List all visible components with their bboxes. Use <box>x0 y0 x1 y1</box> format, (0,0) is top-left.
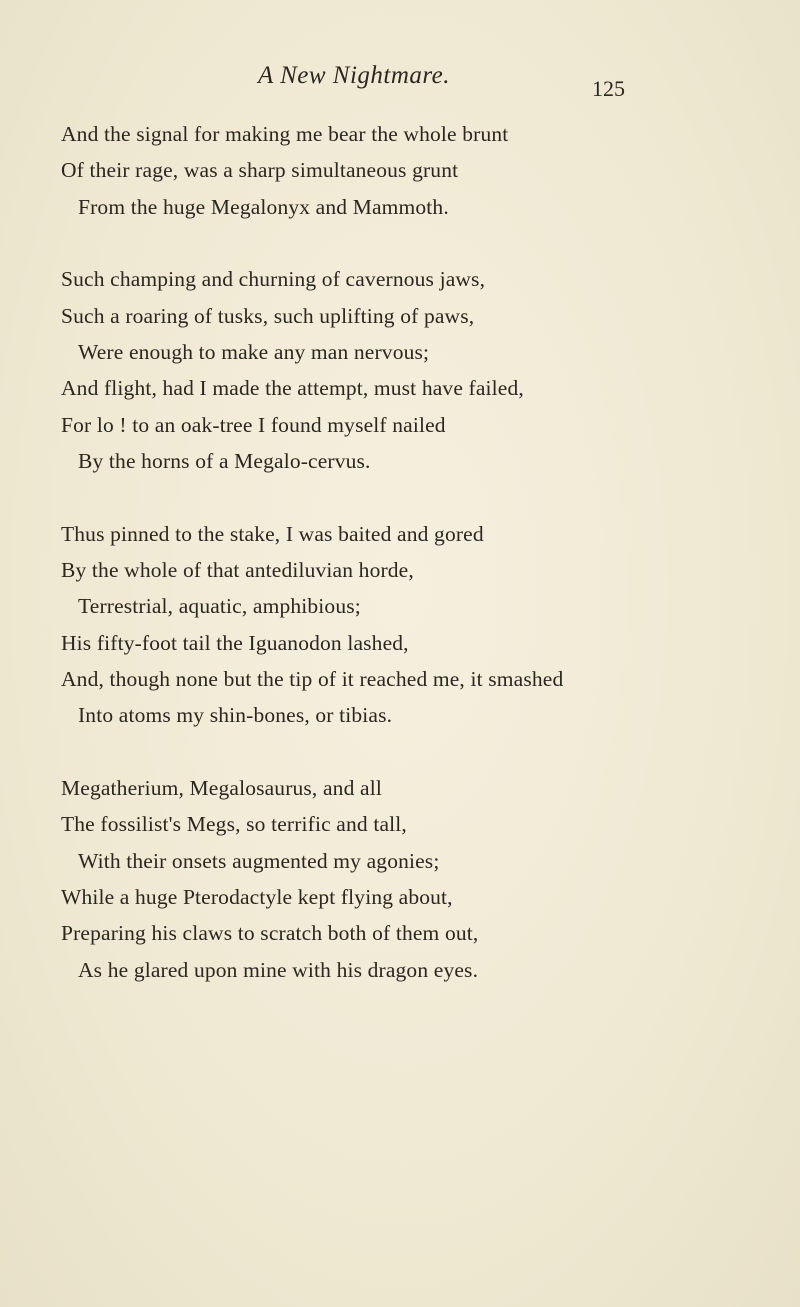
poem-line: Such champing and churning of cavernous jaws, <box>61 267 486 292</box>
poem-line: Into atoms my shin-bones, or tibias. <box>78 703 393 728</box>
poem-line: As he glared upon mine with his dragon eyes. <box>78 957 479 982</box>
poem-line: While a huge Pterodactyle kept flying about, <box>61 885 453 910</box>
poem-line: The fossilist's Megs, so terrific and tall, <box>61 812 407 837</box>
poem-line: Thus pinned to the stake, I was baited and gored <box>61 521 484 546</box>
poem-line: His fifty-foot tail the Iguanodon lashed, <box>61 630 409 655</box>
poem-line: By the whole of that antediluvian horde, <box>61 557 414 582</box>
poem-line: Were enough to make any man nervous; <box>78 339 430 364</box>
poem-line: With their onsets augmented my agonies; <box>78 848 440 873</box>
poem-line: And flight, had I made the attempt, must have failed, <box>61 376 524 401</box>
page-header <box>0 62 800 102</box>
poem-line: Terrestrial, aquatic, amphibious; <box>78 594 361 619</box>
poem-body <box>0 116 800 1024</box>
poem-line: And the signal for making me bear the whole brunt <box>61 122 509 146</box>
poem-line: Such a roaring of tusks, such uplifting of paws, <box>61 303 475 328</box>
poem-line: For lo ! to an oak-tree I found myself nailed <box>61 412 446 437</box>
poem-line: Preparing his claws to scratch both of them out, <box>61 921 479 946</box>
poem-line: Megatherium, Megalosaurus, and all <box>61 775 382 800</box>
poem-line: And, though none but the tip of it reached me, it smashed <box>61 667 564 692</box>
stanza-1 <box>0 116 800 225</box>
stanza-3 <box>0 516 800 734</box>
poem-line: From the huge Megalonyx and Mammoth. <box>78 194 449 219</box>
poem-line: By the horns of a Megalo-cervus. <box>78 449 371 474</box>
stanza-4 <box>0 770 800 988</box>
stanza-2 <box>0 261 800 479</box>
poem-line: Of their rage, was a sharp simultaneous grunt <box>61 158 459 183</box>
page-number: 125 <box>592 76 625 101</box>
running-title: A New Nightmare. <box>258 62 451 89</box>
